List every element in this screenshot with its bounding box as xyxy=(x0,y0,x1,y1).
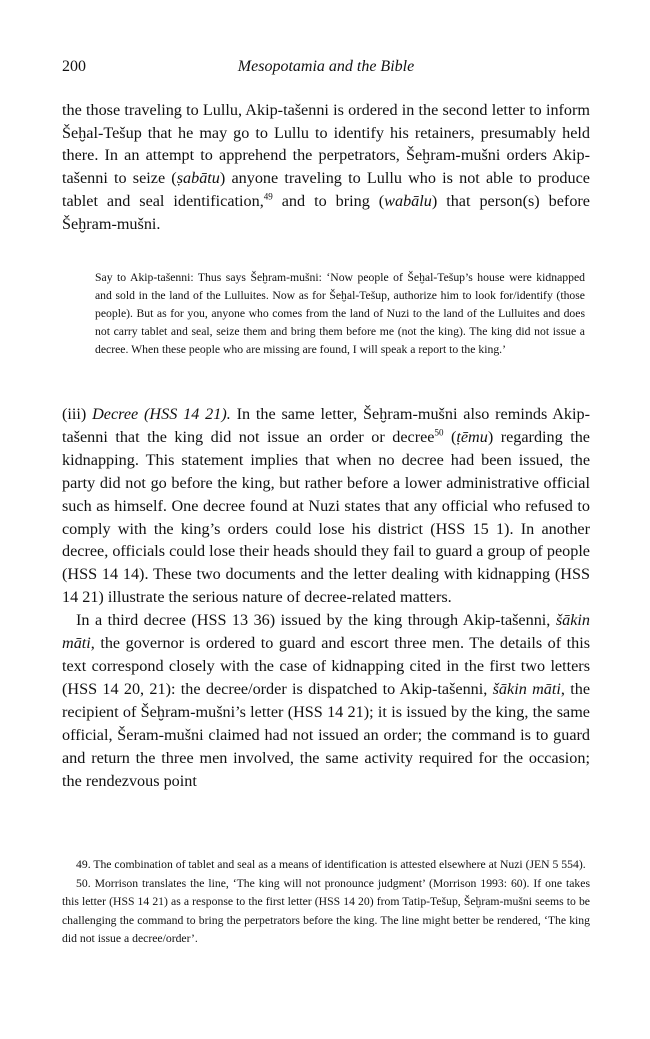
akkadian-term: ṣabātu xyxy=(176,169,220,188)
paragraph-text: the those traveling to Lullu, Akip-tašenni is ordered in the second letter to inform Šeḫal-Tešup that he may go to Lullu to identify his retainers, presumably held there. In an attempt to apprehend the perpetrators, Šeḫram-mušni orders Akip-tašenni to seize (ṣabātu) anyone traveling to Lullu who is not able to produce tablet and seal identification,$^{49}$ and to bring (wabālu) that person(s) before Šeḫram-mušni. xyxy=(62,101,590,233)
akkadian-term: šākin māti xyxy=(492,679,561,698)
running-header xyxy=(62,58,590,80)
footnote-ref-49[interactable]: 49 xyxy=(263,191,273,202)
footnote-49: 49. The combination of tablet and seal as a means of identification is attested elsewhere at Nuzi (JEN 5 554). xyxy=(76,858,586,871)
running-title: Mesopotamia and the Bible xyxy=(237,58,415,75)
opening-paragraph xyxy=(62,99,590,235)
decree-section xyxy=(62,403,590,792)
section-paragraph: (iii) Decree (HSS 14 21). In the same letter, Šeḫram-mušni also reminds Akip-tašenni that the king did not issue an order or decree$^{50}$ (ṭēmu) regarding the kidnapping. This statement implies that when no decree had been issued, the party did not go before the king, but rather before a lower administrative official such as himself. One decree found at Nuzi states that any official who refused to comply with the king’s orders could lose his district (HSS 15 1). In another decree, officials could lose their heads should they fail to guard a group of people (HSS 14 14). These two documents and the letter dealing with kidnapping (HSS 14 21) illustrate the serious nature of decree-related matters. xyxy=(62,405,590,607)
akkadian-term: wabālu xyxy=(384,191,432,210)
footnotes xyxy=(62,856,590,949)
footnote-ref-50[interactable]: 50 xyxy=(434,427,444,438)
akkadian-term: ṭēmu xyxy=(456,427,488,446)
footnote-50: 50. Morrison translates the line, ‘The king will not pronounce judgment’ (Morrison 1993: 60). If one takes this letter (HSS 14 21) as a response to the first letter (HSS 14 20) from Tatip-Tešup, Šeḫram-mušni seems to be challenging the command to bring the perpetrators before the king. The line might better be rendered, ‘The king did not issue a decree/order’. xyxy=(62,876,590,945)
page-number: 200 xyxy=(62,58,86,75)
block-quote: Say to Akip-tašenni: Thus says Šeḫram-mušni: ‘Now people of Šeḫal-Tešup’s house were kidnapped and sold in the land of the Lulluites. Now as for Šeḫal-Tešup, authorize him to look for/identify (those people). But as for you, anyone who comes from the land of Nuzi to the land of the Lulluites and does not carry tablet and seal, seize them and bring them before me (not the king). The king did not issue a decree. When these people who are missing are found, I will speak a report to the king.’ xyxy=(95,271,585,356)
section-heading: Decree (HSS 14 21). xyxy=(92,405,231,423)
paragraph-text: In a third decree (HSS 13 36) issued by the king through Akip-tašenni, šākin māti, the governor is ordered to guard and escort three men. The details of this text correspond closely with the case of kidnapping cited in the first two letters (HSS 14 20, 21): the decree/order is dispatched to Akip-tašenni, šākin māti, the recipient of Šeḫram-mušni’s letter (HSS 14 21); it is issued by the king, the same official, Šeram-mušni claimed had not issued an order; the command is to guard and return the three men involved, the same activity required for the occasion; the rendezvous point xyxy=(62,611,590,790)
akkadian-term: šākin māti xyxy=(62,611,590,653)
